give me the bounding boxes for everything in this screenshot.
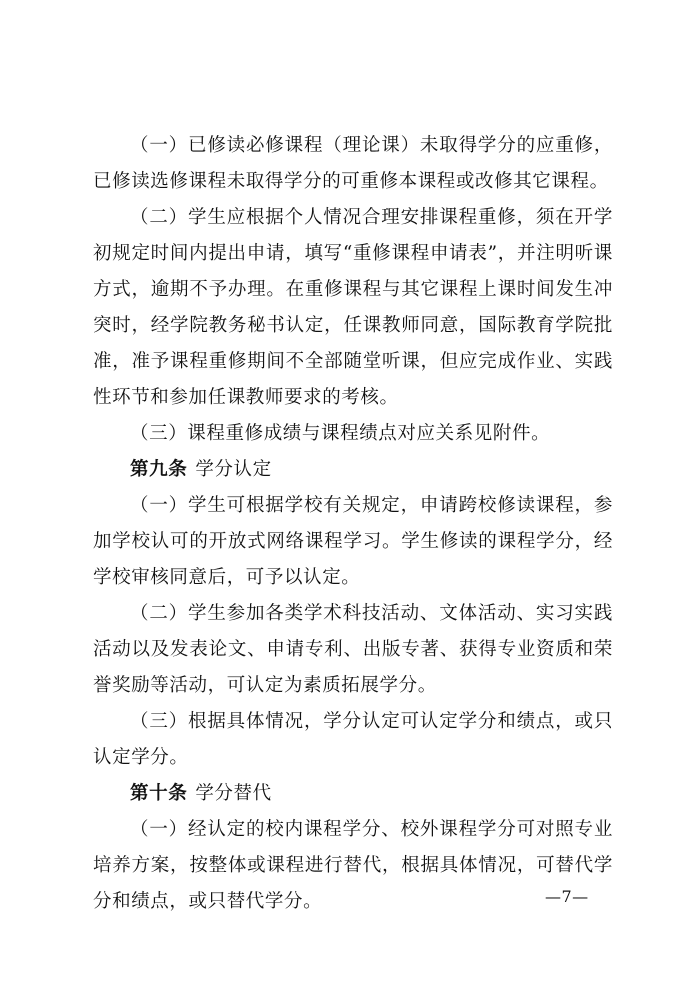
paragraph-credit-recognition-3: （三）根据具体情况，学分认定可认定学分和绩点，或只认定学分。 xyxy=(93,711,613,768)
article-title: 学分替代 xyxy=(195,783,272,804)
document-body xyxy=(93,128,613,920)
paragraph-credit-substitution-1: （一）经认定的校内课程学分、校外课程学分可对照专业培养方案，按整体或课程进行替代，根据具体情况，可替代学分和绩点，或只替代学分。 xyxy=(93,819,613,912)
paragraph-credit-recognition-1: （一）学生可根据学校有关规定，申请跨校修读课程，参加学校认可的开放式网络课程学习。学生修读的课程学分，经学校审核同意后，可予以认定。 xyxy=(93,495,613,588)
paragraph-credit-recognition-2: （二）学生参加各类学术科技活动、文体活动、实习实践活动以及发表论文、申请专利、出版专著、获得专业资质和荣誉奖励等活动，可认定为素质拓展学分。 xyxy=(93,603,613,696)
paragraph-retake-3: （三）课程重修成绩与课程绩点对应关系见附件。 xyxy=(130,423,551,444)
paragraph-retake-1: （一）已修读必修课程（理论课）未取得学分的应重修，已修读选修课程未取得学分的可重修本课程或改修其它课程。 xyxy=(93,135,613,192)
article-title: 学分认定 xyxy=(195,459,272,480)
article-number: 第十条 xyxy=(130,783,188,804)
paragraph-retake-2: （二）学生应根据个人情况合理安排课程重修，须在开学初规定时间内提出申请，填写“重修课程申请表”，并注明听课方式，逾期不予办理。在重修课程与其它课程上课时间发生冲突时，经学院教务秘书认定，任课教师同意，国际教育学院批准，准予课程重修期间不全部随堂听课，但应完成作业、实践性环节和参加任课教师要求的考核。 xyxy=(93,207,613,408)
article-number: 第九条 xyxy=(130,459,188,480)
article-heading-10 xyxy=(93,776,613,812)
article-heading-9 xyxy=(93,452,613,488)
page-number: —7— xyxy=(545,887,589,906)
